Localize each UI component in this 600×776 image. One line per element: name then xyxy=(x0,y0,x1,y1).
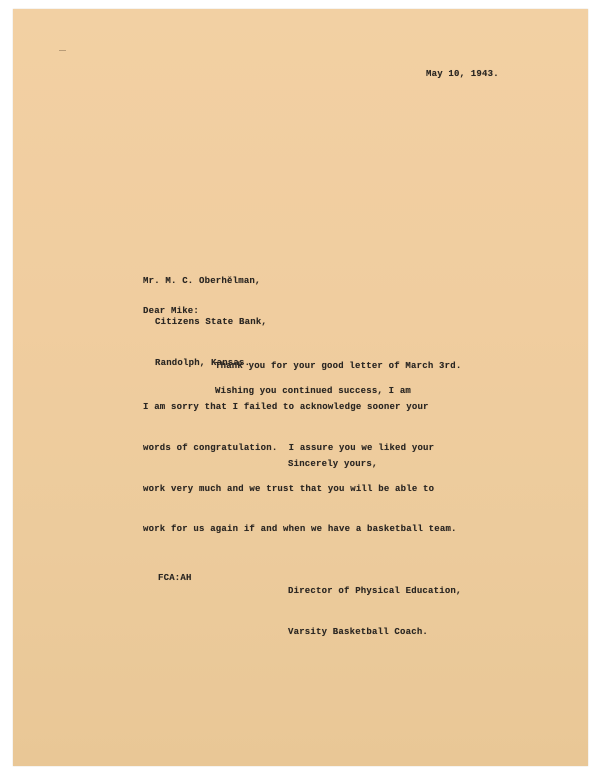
closing: Sincerely yours, xyxy=(288,459,378,469)
body-line: Thank you for your good letter of March 3rd. xyxy=(215,361,462,372)
signature-block xyxy=(288,558,462,653)
body-line: I am sorry that I failed to acknowledge sooner your xyxy=(143,401,429,412)
signature-title: Director of Physical Education, xyxy=(288,586,462,597)
letter-date: May 10, 1943. xyxy=(426,69,499,79)
reference-initials: FCA:AH xyxy=(158,573,192,583)
salutation: Dear Mike: xyxy=(143,306,200,316)
body-line: work for us again if and when we have a basketball team. xyxy=(143,524,457,535)
body-line: work very much and we trust that you will be able to xyxy=(143,483,435,494)
signature-subtitle: Varsity Basketball Coach. xyxy=(288,626,429,637)
recipient-name: Mr. M. C. Oberhělman, xyxy=(143,276,261,287)
paper-mark xyxy=(59,50,66,51)
recipient-city: Randolph, Kansas. xyxy=(155,357,251,368)
body-paragraph-2: Wishing you continued success, I am xyxy=(215,386,412,396)
body-paragraph-1 xyxy=(143,333,461,551)
recipient-company: Citizens State Bank, xyxy=(155,316,268,327)
body-line: words of congratulation. I assure you we liked your xyxy=(143,442,435,453)
